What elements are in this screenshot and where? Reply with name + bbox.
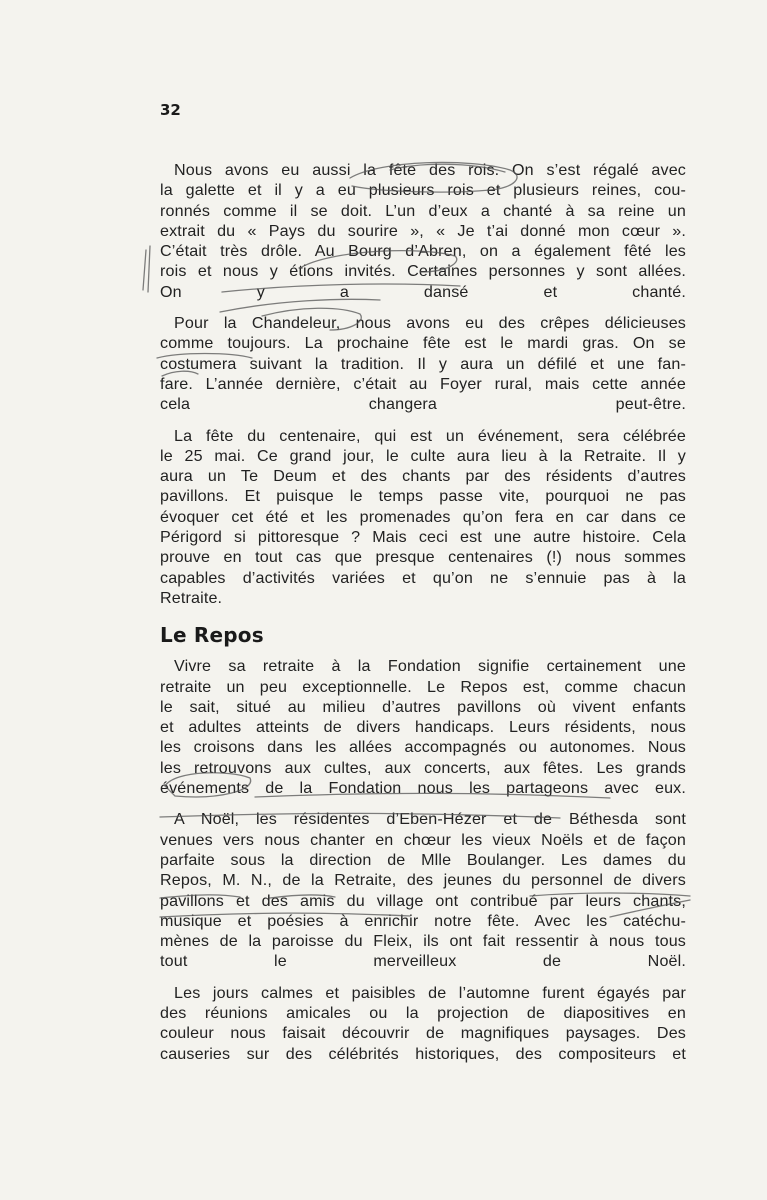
text-line: extrait du « Pays du sourire », « Je t’ai donné mon cœur ».: [160, 221, 686, 240]
text-line: les retrouvons aux cultes, aux concerts, aux fêtes. Les grands: [160, 758, 686, 777]
text-line: Périgord si pittoresque ? Mais ceci est une autre histoire. Cela: [160, 528, 686, 547]
text-line: retraite un peu exceptionnelle. Le Repos est, comme chacun: [160, 677, 686, 696]
text-line: comme toujours. La prochaine fête est le mardi gras. On se: [160, 334, 686, 353]
pencil-margin-mark: [143, 250, 146, 290]
section-heading: Le Repos: [160, 623, 264, 648]
text-line: le sait, situé au milieu d’autres pavillons où vivent enfants: [160, 697, 686, 716]
text-line: On y a dansé et chanté.: [160, 282, 686, 301]
paragraph-fete-des-rois: [160, 160, 686, 302]
page-number: 32: [160, 101, 181, 119]
text-line: couleur nous faisait découvrir de magnifiques paysages. Des: [160, 1024, 686, 1043]
pencil-margin-mark: [148, 246, 150, 292]
text-line: fare. L’année dernière, c’était au Foyer rural, mais cette année: [160, 374, 686, 393]
text-line: ronnés comme il se doit. L’un d’eux a chanté à sa reine un: [160, 201, 686, 220]
text-line: Nous avons eu aussi la fête des rois. On s’est régalé avec: [174, 161, 686, 179]
text-line: aura un Te Deum et des chants par des résidents d’autres: [160, 467, 686, 486]
text-line: venues vers nous chanter en chœur les vieux Noëls et de façon: [160, 830, 686, 849]
text-line: Pour la Chandeleur, nous avons eu des crêpes délicieuses: [174, 314, 686, 333]
text-line: mènes de la paroisse du Fleix, ils ont fait ressentir à nous tous: [160, 932, 686, 951]
text-line: cela changera peut-être.: [160, 395, 686, 414]
text-line: pavillons. Et puisque le temps passe vite, pourquoi ne pas: [160, 487, 686, 506]
paragraph-group-1: [160, 160, 686, 608]
paragraph-group-2: [160, 656, 686, 1064]
paragraph-vivre-sa-retraite: [160, 656, 686, 798]
text-line: Les jours calmes et paisibles de l’automne furent égayés par: [174, 983, 686, 1002]
text-line: rois et nous y étions invités. Certaines personnes y sont allées.: [160, 262, 686, 281]
text-line: costumera suivant la tradition. Il y aura un défilé et une fan-: [160, 354, 686, 373]
text-line: pavillons et des amis du village ont contribué par leurs chants,: [160, 891, 686, 910]
text-line: parfaite sous la direction de Mlle Boulanger. Les dames du: [160, 850, 686, 869]
text-line: évoquer cet été et les promenades qu’on fera en car dans ce: [160, 507, 686, 526]
paragraph-automne: [160, 983, 686, 1064]
text-line: Retraite.: [160, 588, 223, 607]
paragraph-centenaire: [160, 426, 686, 609]
text-line: Repos, M. N., de la Retraite, des jeunes du personnel de divers: [160, 871, 686, 890]
text-line: le 25 mai. Ce grand jour, le culte aura lieu à la Retraite. Il y: [160, 446, 686, 465]
text-line: prouve en tout cas que presque centenaires (!) nous sommes: [160, 548, 686, 567]
text-line: capables d’activités variées et qu’on ne s’ennuie pas à la: [160, 568, 686, 587]
paragraph-chandeleur: [160, 313, 686, 414]
text-line: La fête du centenaire, qui est un événement, sera célébrée: [174, 426, 686, 445]
text-line: A Noël, les résidentes d’Eben-Hézer et de Béthesda sont: [174, 810, 686, 829]
text-line: et adultes atteints de divers handicaps. Leurs résidents, nous: [160, 718, 686, 737]
text-line: Vivre sa retraite à la Fondation signifie certainement une: [174, 657, 686, 676]
text-line: tout le merveilleux de Noël.: [160, 952, 686, 971]
text-line: la galette et il y a eu plusieurs rois et plusieurs reines, cou-: [160, 181, 686, 200]
text-line: causeries sur des célébrités historiques, des compositeurs et: [160, 1044, 686, 1063]
text-line: événements de la Fondation nous les partageons avec eux.: [160, 779, 686, 798]
text-line: musique et poésies à enrichir notre fête. Avec les catéchu-: [160, 911, 686, 930]
paragraph-noel: [160, 809, 686, 971]
text-line: les croisons dans les allées accompagnés ou autonomes. Nous: [160, 738, 686, 757]
text-line: C’était très drôle. Au Bourg d’Abren, on a également fêté les: [160, 242, 686, 261]
page-content: [160, 160, 686, 1075]
text-line: des réunions amicales ou la projection de diapositives en: [160, 1003, 686, 1022]
